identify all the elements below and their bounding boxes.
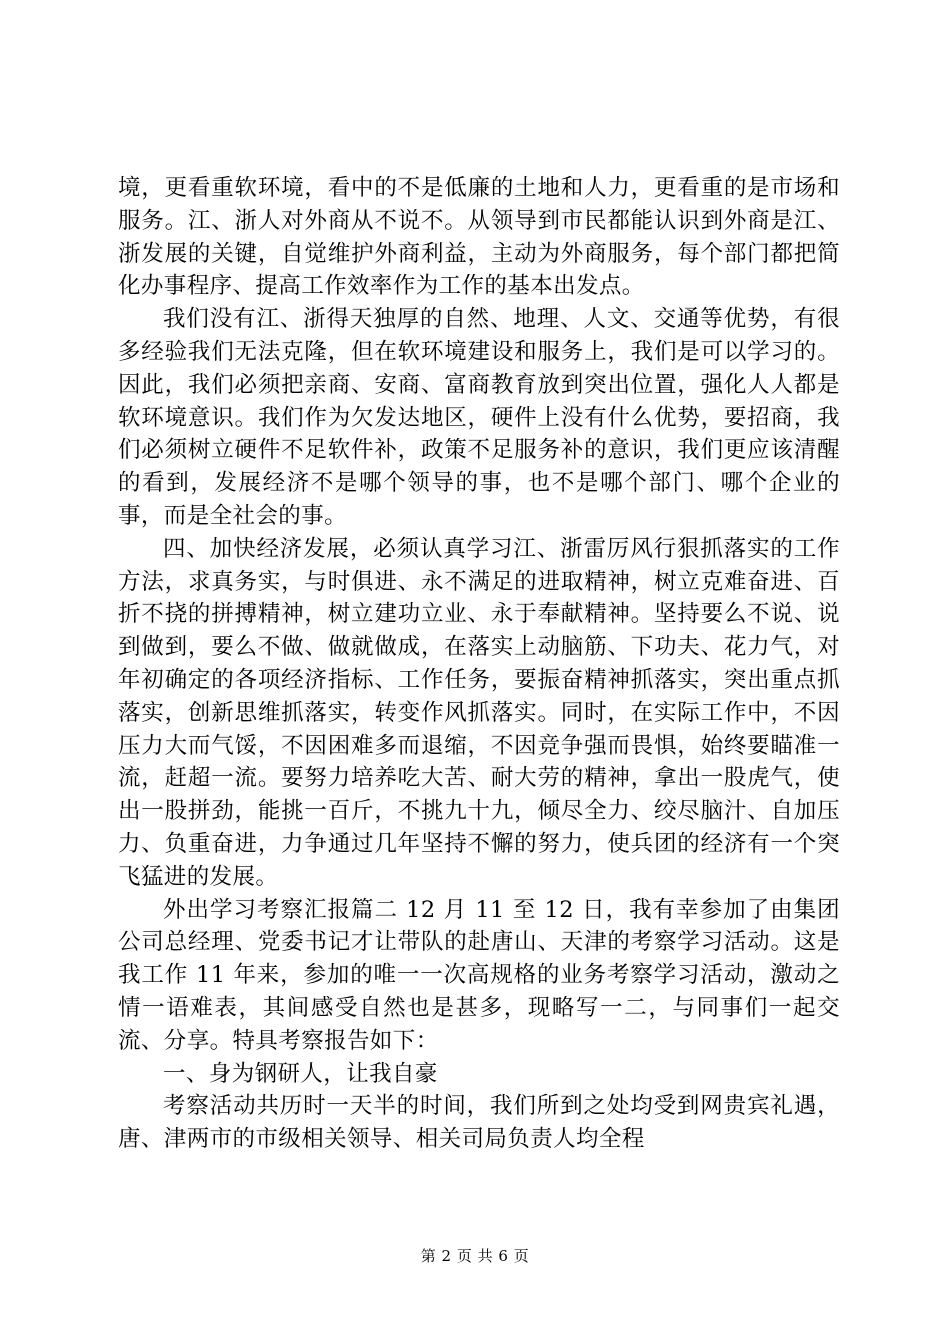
section-heading-pride: 一、身为钢研人，让我自豪 <box>163 1060 438 1087</box>
paragraph-continuation: 境，更看重软环境，看中的不是低廉的土地和人力，更看重的是市场和服务。江、浙人对外商从不说不。从领导到市民都能认识到外商是江、浙发展的关键，自觉维护外商利益，主动为外商服务，每个部门都把简化办事程序、提高工作效率作为工作的基本出发点。 <box>118 175 840 300</box>
document-body <box>118 172 840 1156</box>
paragraph-soft-environment: 我们没有江、浙得天独厚的自然、地理、人文、交通等优势，有很多经验我们无法克隆，但在软环境建设和服务上，我们是可以学习的。因此，我们必须把亲商、安商、富商教育放到突出位置，强化人人都是软环境意识。我们作为欠发达地区，硬件上没有什么优势，要招商，我们必须树立硬件不足软件补，政策不足服务补的意识，我们更应该清醒的看到，发展经济不是哪个领导的事，也不是哪个部门、哪个企业的事，而是全社会的事。 <box>118 306 840 529</box>
paragraph-inspection-activity: 考察活动共历时一天半的时间，我们所到之处均受到网贵宾礼遇，唐、津两市的市级相关领导、相关司局负责人均全程 <box>118 1093 840 1153</box>
paragraph-point-four: 四、加快经济发展，必须认真学习江、浙雷厉风行狠抓落实的工作方法，求真务实，与时俱进、永不满足的进取精神，树立克难奋进、百折不挠的拼搏精神，树立建功立业、永于奉献精神。坚持要么不说、说到做到，要么不做、做就做成，在落实上动脑筋、下功夫、花力气，对年初确定的各项经济指标、工作任务，要振奋精神抓落实，突出重点抓落实，创新思维抓落实，转变作风抓落实。同时，在实际工作中，不因压力大而气馁，不因困难多而退缩，不因竞争强而畏惧，始终要瞄准一流，赶超一流。要努力培养吃大苦、耐大劳的精神，拿出一股虎气，使出一股拼劲，能挑一百斤，不挑九十九，倾尽全力、绞尽脑汁、自加压力、负重奋进，力争通过几年坚持不懈的努力，使兵团的经济有一个突飞猛进的发展。 <box>118 535 840 890</box>
page-footer: 第 2 页 共 6 页 <box>420 1247 530 1265</box>
paragraph-report-two-intro: 外出学习考察汇报篇二 12 月 11 至 12 日，我有幸参加了由集团公司总经理、党委书记才让带队的赴唐山、天津的考察学习活动。这是我工作 11 年来，参加的唯一一次高规格的业务考察学习活动，激动之情一语难表，其间感受自然也是甚多，现略写一二，与同事们一起交流、分享。特具考察报告如下： <box>118 896 840 1054</box>
